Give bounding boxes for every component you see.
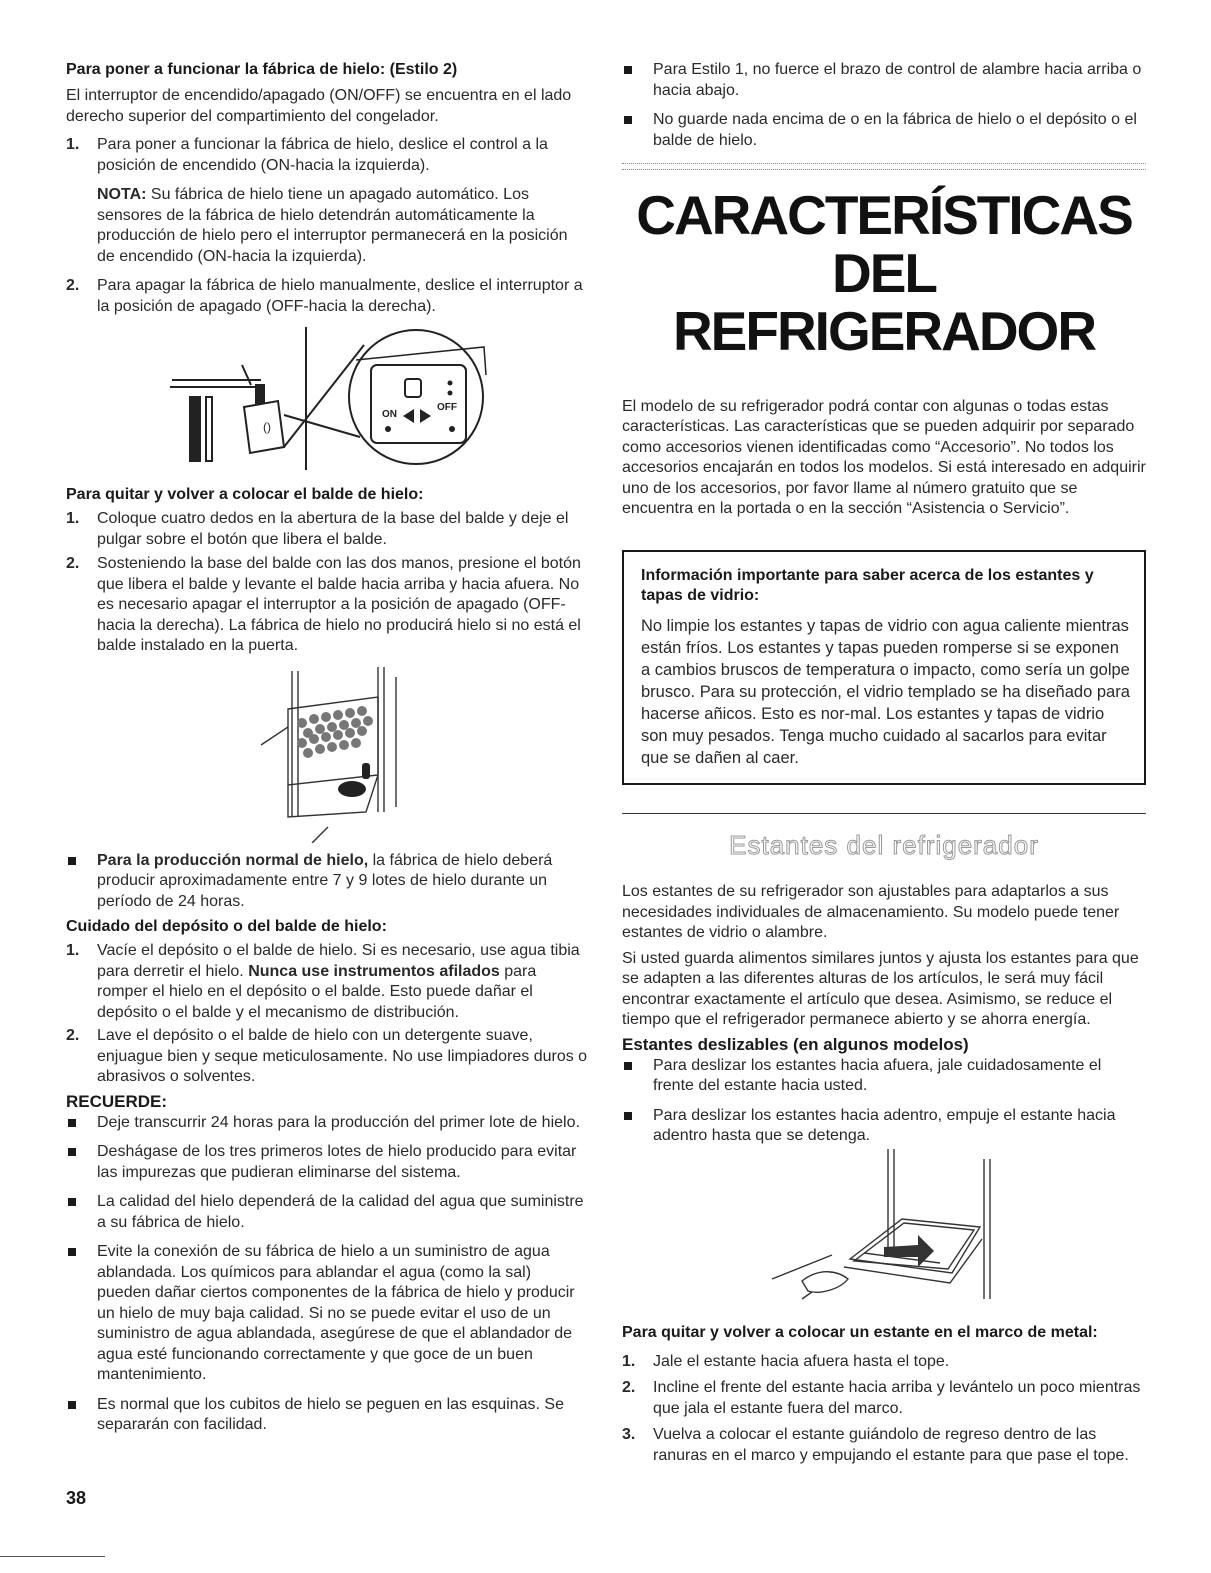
sliding-list bbox=[622, 1056, 1146, 1147]
ice-on-step-2: 2. Para apagar la fábrica de hielo manualmente, deslice el interruptor a la posición de apagado (OFF-hacia la derecha). bbox=[66, 277, 583, 315]
switch-diagram bbox=[66, 325, 588, 475]
title-line-1: CARACTERÍSTICAS DEL bbox=[636, 184, 1132, 304]
ice-bucket-illustration bbox=[66, 667, 588, 843]
remove-bucket-steps bbox=[66, 509, 588, 657]
remove-step-1: 1. Coloque cuatro dedos en la abertura de la base del balde y deje el pulgar sobre el botón que libera el balde. bbox=[66, 510, 569, 548]
remove-step-2: 2. Sosteniendo la base del balde con las dos manos, presione el botón que libera el balde y levante el balde hacia arriba y hacia afuera. No es necesario apagar el interruptor a la posición de apagado (OFF- hacia la derecha). La fábrica de hielo no producirá hielo si no está el balde instalado en la puerta. bbox=[66, 555, 581, 654]
ice-on-intro: El interruptor de encendido/apagado (ON/OFF) se encuentra en el lado derecho superior del compartimiento del congelador. bbox=[66, 87, 572, 125]
shelves-p2: Si usted guarda alimentos similares juntos y ajusta los estantes para que se adapten a las diferentes alturas de los artículos, le será muy fácil encontrar exactamente el artículo que desea. Asimismo, se reduce el tiempo que el refrigerador permanece abierto y se ahorra energía. bbox=[622, 949, 1139, 1029]
shelves-p1: Los estantes de su refrigerador son ajustables para adaptarlos a sus necesidades individuales de almacenamiento. Su modelo puede tener estantes de vidrio o alambre. bbox=[622, 883, 1120, 942]
shelf-diagram bbox=[622, 1149, 1146, 1315]
shelves-rule bbox=[622, 813, 1146, 814]
section-divider bbox=[622, 163, 1146, 170]
shelf-step-1: 1. Jale el estante hacia afuera hasta el tope. bbox=[622, 1352, 950, 1370]
style1-item: No guarde nada encima de o en la fábrica de hielo o el depósito o el balde de hielo. bbox=[622, 110, 1146, 151]
note bbox=[97, 185, 588, 267]
care-step-1: 1. Vacíe el depósito o el balde de hielo. Si es necesario, use agua tibia para derretir el hielo. Nunca use instrumentos afilados para romper el hielo en el depósito o el balde. Esto puede dañar el depósito o el balde y el mecanismo de distribución. bbox=[66, 942, 580, 1021]
sliding-heading: Estantes deslizables (en algunos modelos) bbox=[622, 1034, 969, 1054]
remove-shelf-steps bbox=[622, 1352, 1146, 1467]
remember-list bbox=[66, 1113, 588, 1436]
ice-on-heading: Para poner a funcionar la fábrica de hielo: (Estilo 2) bbox=[66, 61, 458, 78]
remember-item: Deje transcurrir 24 horas para la producción del primer lote de hielo. bbox=[66, 1113, 588, 1134]
note-label: NOTA: bbox=[97, 186, 147, 203]
style1-item: Para Estilo 1, no fuerce el brazo de control de alambre hacia arriba o hacia abajo. bbox=[622, 60, 1146, 101]
footer-rule bbox=[0, 1556, 105, 1557]
care-steps bbox=[66, 941, 588, 1088]
remember-item: Deshágase de los tres primeros lotes de hielo producido para evitar las impurezas que pudieran eliminarse del sistema. bbox=[66, 1142, 588, 1183]
production-bold: Para la producción normal de hielo, bbox=[97, 851, 369, 869]
remove-shelf-heading: Para quitar y volver a colocar un estante en el marco de metal: bbox=[622, 1323, 1098, 1341]
sliding-item: Para deslizar los estantes hacia afuera, jale cuidadosamente el frente del estante hacia usted. bbox=[622, 1056, 1146, 1097]
care-heading: Cuidado del depósito o del balde de hielo: bbox=[66, 918, 387, 935]
page-number: 38 bbox=[66, 1488, 87, 1508]
glass-info-heading: Información importante para saber acerca de los estantes y tapas de vidrio: bbox=[641, 566, 1094, 604]
left-column bbox=[66, 60, 588, 1436]
note-text: Su fábrica de hielo tiene un apagado automático. Los sensores de la fábrica de hielo detendrán automáticamente la producción de hielo pero el interruptor permanecerá en la posición de encendido (ON-hacia la izquierda). bbox=[97, 186, 568, 265]
ice-maker-switch-illustration bbox=[66, 325, 588, 475]
ice-bucket-diagram bbox=[66, 667, 588, 843]
shelf-step-2: 2. Incline el frente del estante hacia arriba y levántelo un poco mientras que jala el estante fuera del marco. bbox=[622, 1379, 1141, 1417]
remember-item: Es normal que los cubitos de hielo se peguen en las esquinas. Se separarán con facilidad. bbox=[66, 1395, 588, 1436]
page-title bbox=[622, 186, 1146, 360]
remember-heading: RECUERDE: bbox=[66, 1091, 168, 1111]
off-label: OFF bbox=[437, 402, 457, 413]
on-label: ON bbox=[382, 409, 397, 420]
right-column bbox=[622, 60, 1146, 1466]
remember-item: La calidad del hielo dependerá de la calidad del agua que suministre a su fábrica de hielo. bbox=[66, 1192, 588, 1233]
ice-on-steps bbox=[66, 135, 588, 176]
sliding-shelf-illustration bbox=[622, 1149, 1146, 1315]
remove-bucket-heading: Para quitar y volver a colocar el balde de hielo: bbox=[66, 486, 424, 503]
style1-list bbox=[622, 60, 1146, 151]
title-line-2: REFRIGERADOR bbox=[672, 300, 1096, 362]
shelves-title: Estantes del refrigerador bbox=[729, 829, 1039, 860]
glass-info-box bbox=[622, 550, 1146, 785]
remember-item: Evite la conexión de su fábrica de hielo a un suministro de agua ablandada. Los químicos para ablandar el agua (como la sal) pueden dañar ciertos componentes de la fábrica de hielo y producir un hielo de muy baja calidad. Si no se puede evitar el uso de un suministro de agua ablandada, asegúrese de que el ablandador de agua esté funcionando correctamente y que goce de un buen mantenimiento. bbox=[66, 1242, 588, 1386]
sliding-item: Para deslizar los estantes hacia adentro, empuje el estante hacia adentro hasta que se detenga. bbox=[622, 1106, 1146, 1147]
glass-info-text: No limpie los estantes y tapas de vidrio con agua caliente mientras están fríos. Los estantes y tapas pueden romperse si se exponen a cambios bruscos de temperatura o impacto, como sería un golpe brusco. Para su protección, el vidrio templado se ha diseñado para hacerse añicos. Esto es nor-mal. Los estantes y tapas de vidrio son muy pesados. Tenga mucho cuidado al sacarlos para evitar que se dañen al caer. bbox=[641, 616, 1130, 767]
ice-on-step-1: 1. Para poner a funcionar la fábrica de hielo, deslice el control a la posición de encendido (ON-hacia la izquierda). bbox=[66, 136, 548, 174]
production-list bbox=[66, 851, 588, 913]
care-step-2: 2. Lave el depósito o el balde de hielo con un detergente suave, enjuague bien y seque meticulosamente. No use limpiadores duros o abrasivos o solventes. bbox=[66, 1027, 588, 1085]
production-item: Para la producción normal de hielo, la fábrica de hielo deberá producir aproximadamente entre 7 y 9 lotes de hielo durante un período de 24 horas. bbox=[66, 851, 588, 913]
features-intro: El modelo de su refrigerador podrá contar con algunas o todas estas características. Las características que se pueden adquirir por separado como accesorios vienen identificadas como “Accesorio”. No todos los accesorios encajarán en todos los modelos. Si está interesado en adquirir uno de los accesorios, por favor llame al número gratuito que se encuentra en la portada o en la sección “Asistencia o Servicio”. bbox=[622, 397, 1146, 518]
shelf-step-3: 3. Vuelva a colocar el estante guiándolo de regreso dentro de las ranuras en el marco y empujando el estante para que pase el tope. bbox=[622, 1426, 1129, 1464]
svg-text:(): () bbox=[263, 420, 271, 434]
